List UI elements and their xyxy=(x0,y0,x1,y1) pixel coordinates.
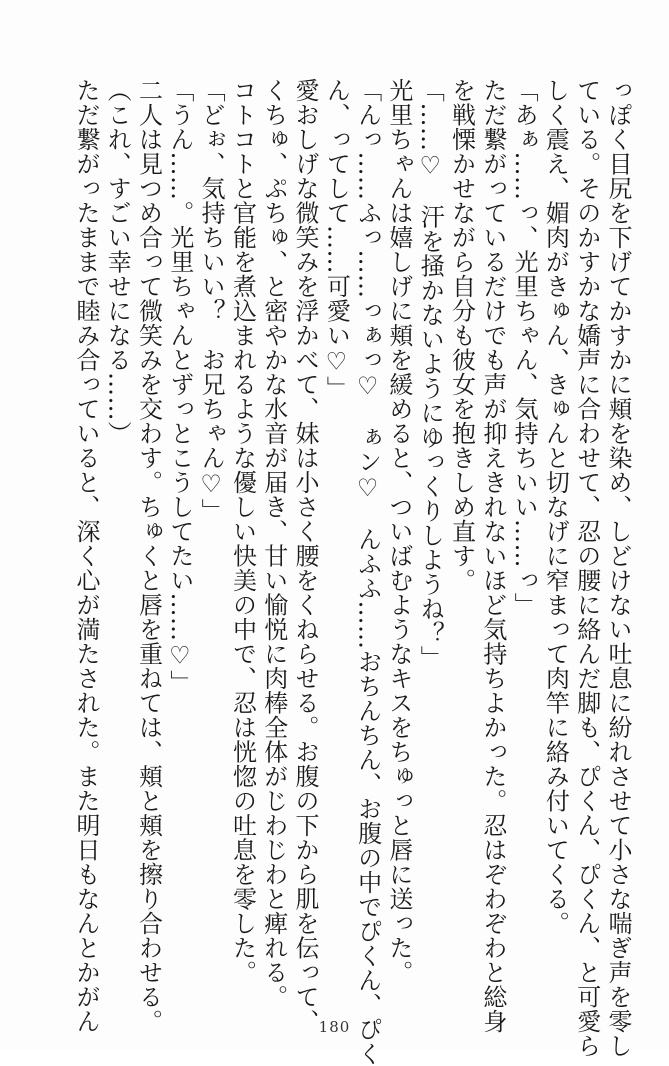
text-line: くちゅ、ぷちゅ、と密やかな水音が届き、甘い愉悦に肉棒全体がじわじわと痺れる。 xyxy=(259,78,288,1009)
dialogue-line: 「どぉ、気持ちいい？ お兄ちゃん♡」 xyxy=(197,78,226,523)
thought-line: （これ、すごい幸せになる……） xyxy=(103,78,132,446)
text-line: 二人は見つめ合って微笑みを交わす。ちゅくと唇を重ねては、頬と頬を擦り合わせる。 xyxy=(134,78,163,1034)
dialogue-line: 「あぁ……っ、光里ちゃん、気持ちいい……っ」 xyxy=(510,78,539,617)
dialogue-line: 「んっ……ふっ……っぁっ♡ ぁン♡ んふふ……おちんちん、お腹の中でぴくん、ぴく xyxy=(353,78,382,1066)
text-line: 光里ちゃんは嬉しげに頬を緩めると、ついばむようなキスをちゅっと唇に送った。 xyxy=(384,78,413,985)
dialogue-line: 「……♡ 汗を掻かないようにゆっくりしようね？」 xyxy=(416,78,445,670)
text-line: コトコトと官能を煮込まれるような優しい快美の中で、忍は恍惚の吐息を零した。 xyxy=(228,78,257,985)
text-line: しく震え、媚肉がきゅん、きゅんと切なげに窄まって肉竿に絡み付いてくる。 xyxy=(541,78,570,936)
text-line: を戦慄かせながら自分も彼女を抱きしめ直す。 xyxy=(447,78,476,593)
dialogue-line: ん、ってして……可愛い♡」 xyxy=(322,78,351,401)
page-number: 180 xyxy=(318,1018,351,1036)
text-line: ただ繋がっているだけでも声が抑えきれないほど気持ちよかった。忍はぞわぞわと総身 xyxy=(478,78,507,1034)
text-line: ている。そのかすかな嬌声に合わせて、忍の腰に絡んだ脚も、ぴくん、ぴくん、と可愛ら xyxy=(572,78,601,1058)
dialogue-line: 「うん……。光里ちゃんとずっとこうしてたい……♡」 xyxy=(165,78,194,695)
text-line: ただ繋がったままで睦み合っていると、深く心が満たされた。また明日もなんとかがん xyxy=(71,78,100,1034)
text-line: っぽく目尻を下げてかすかに頬を染め、しどけない吐息に紛れさせて小さな喘ぎ声を零し xyxy=(604,78,632,1058)
text-line: 愛おしげな微笑みを浮かべて、妹は小さく腰をくねらせる。お腹の下から肌を伝って、 xyxy=(291,78,320,1034)
